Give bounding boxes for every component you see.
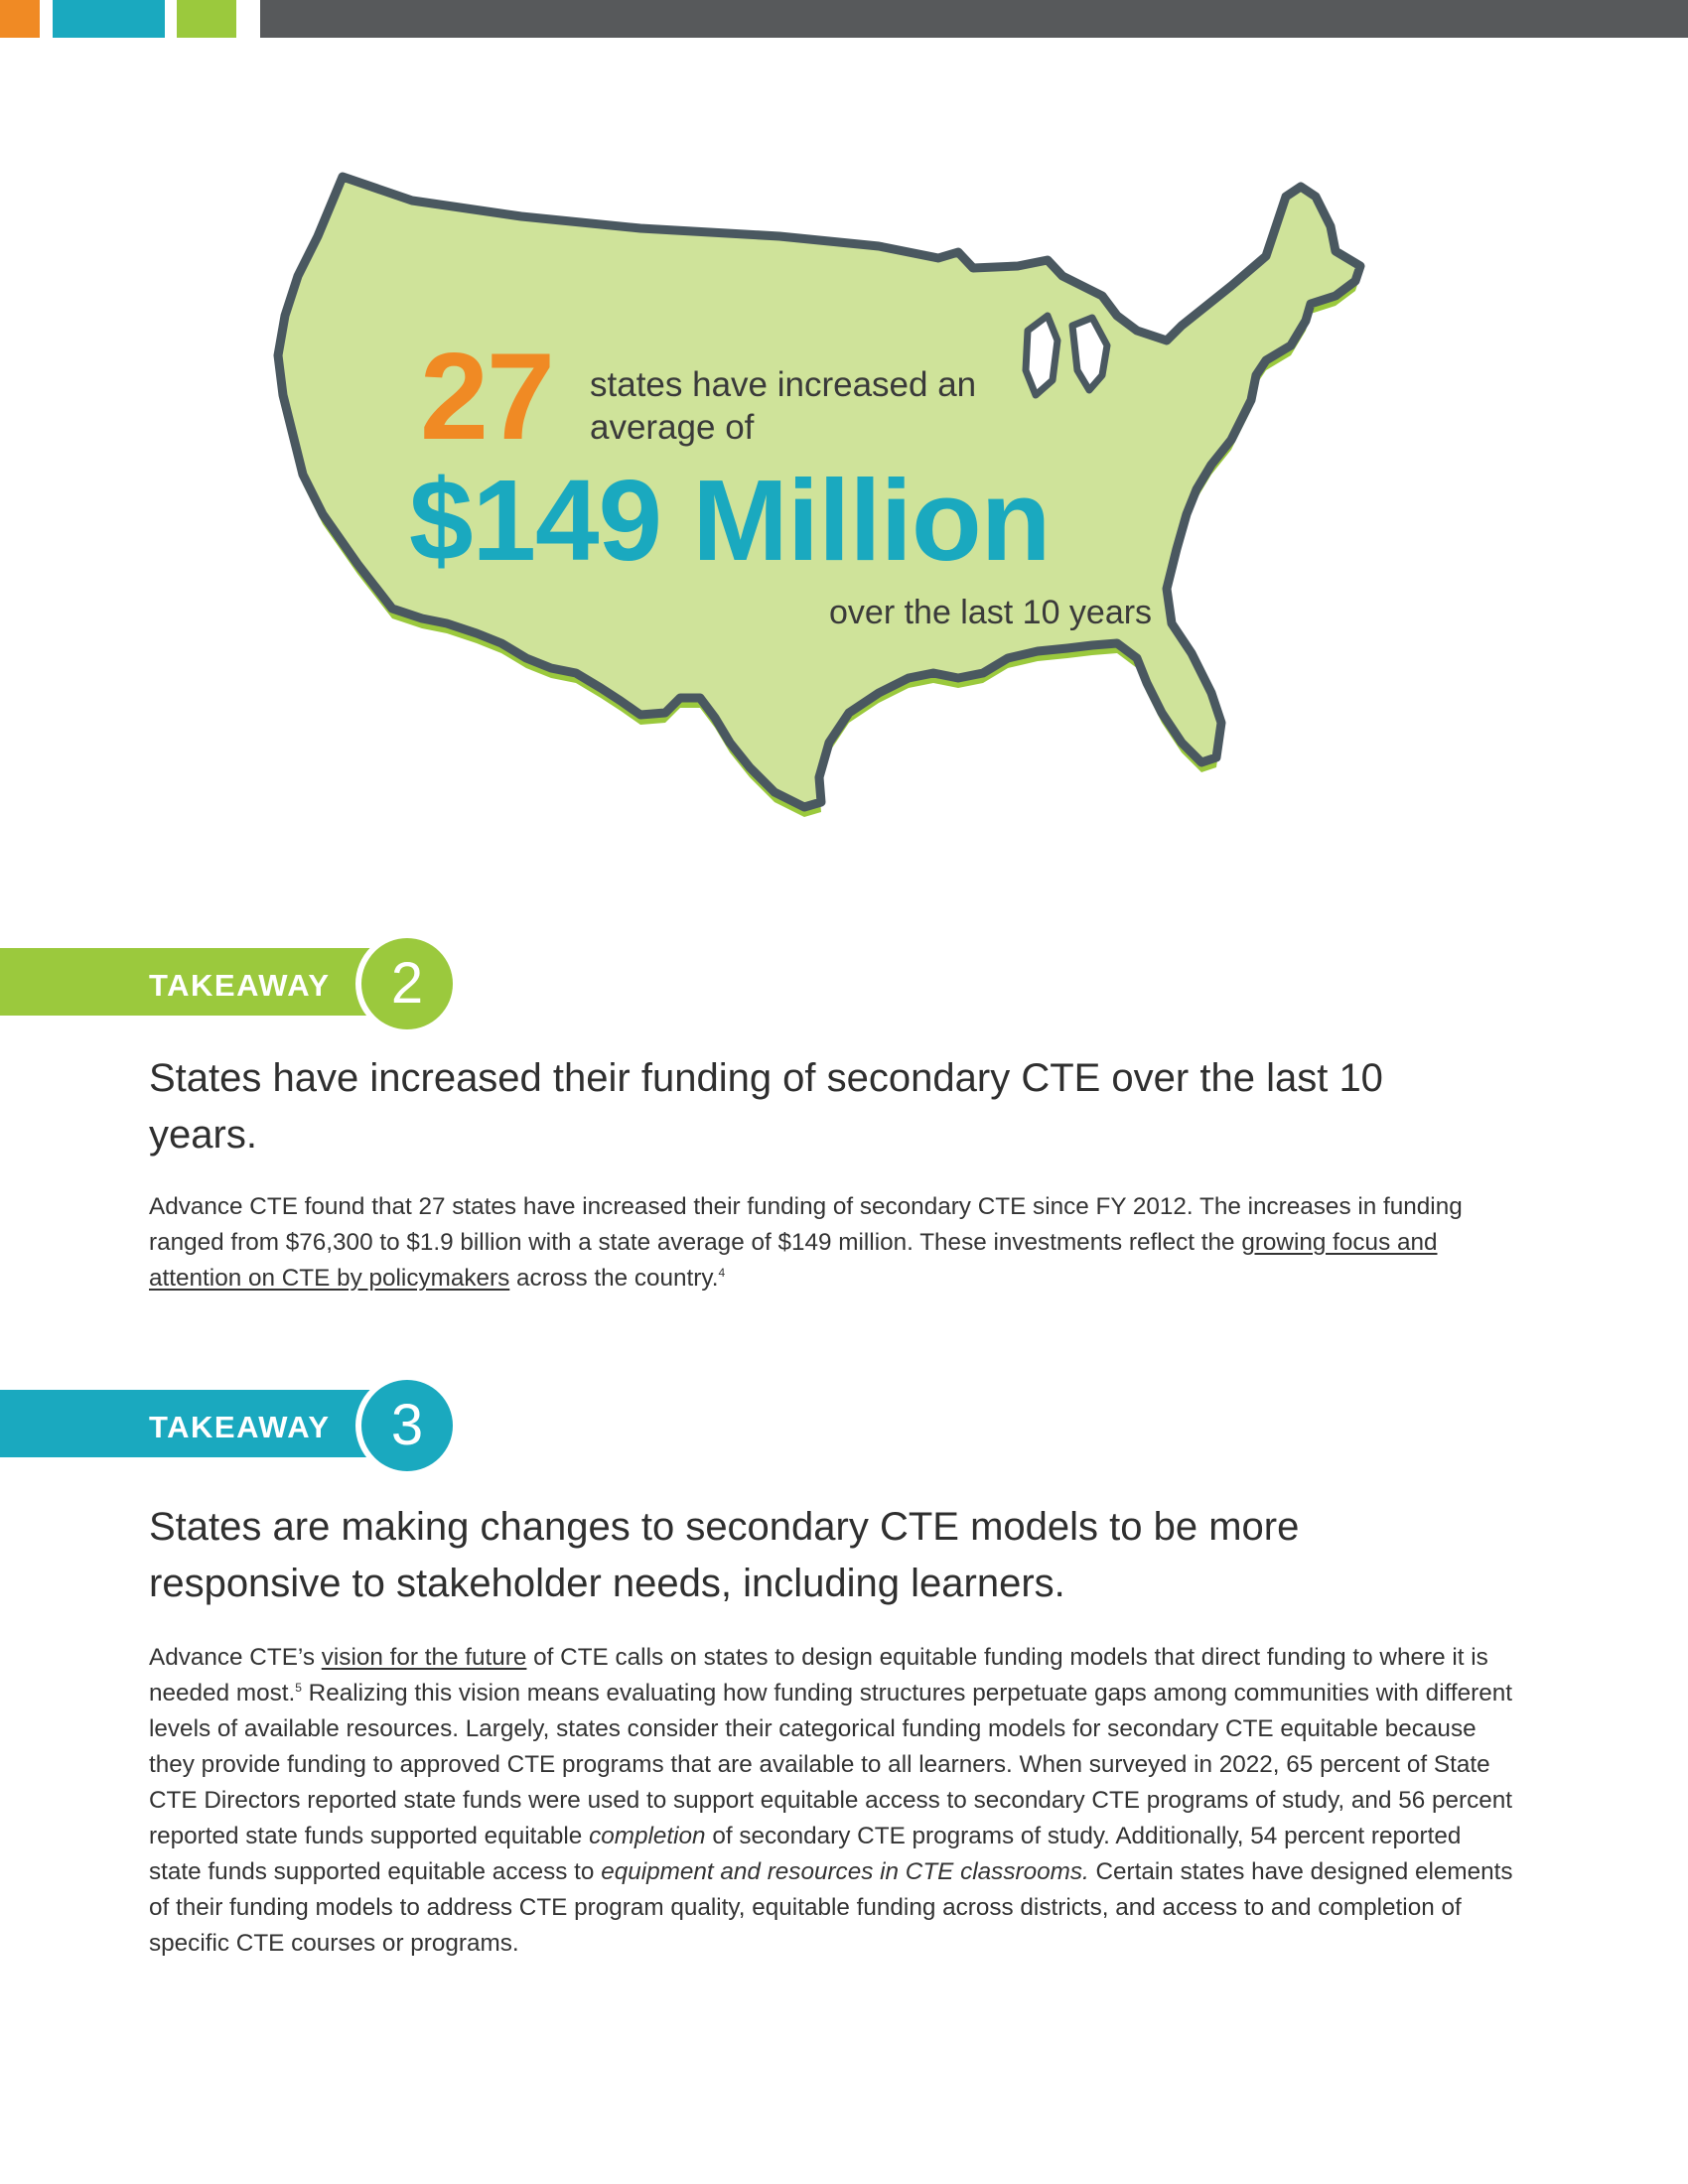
stat-tail-text: over the last 10 years <box>829 594 1153 631</box>
takeaway-2-heading: States have increased their funding of secondary CTE over the last 10 years. <box>149 1056 1383 1157</box>
body-text: Realizing this vision means evaluating how funding structures perpetuate gaps among communities with different levels of available resources. Largely, states consider their categorical funding models for secondary CTE equitable because they provide funding to approved CTE programs that are available to all learners. When surveyed in 2022, 65 percent of State CTE Directors reported state funds were used to support equitable access to secondary CTE programs of study, and 56 percent reported state funds supported equitable <box>149 1680 1513 1849</box>
header-bar <box>260 0 1688 38</box>
body-text: Advance CTE found that 27 states have increased their funding of secondary CTE since FY 2012. The increases in funding ranged from $76,300 to $1.9 billion with a state average of $149 million. These investments reflect the <box>149 1193 1463 1256</box>
vision-link[interactable]: vision for the future <box>321 1644 527 1671</box>
emphasis-text: equipment and resources in CTE classrooms. <box>601 1858 1089 1885</box>
body-text: across the country. <box>509 1265 719 1292</box>
body-text: of CTE calls on states to design equitable funding models that direct funding to where it is needed most. <box>149 1644 1488 1706</box>
footnote-ref: 5 <box>295 1680 302 1695</box>
takeaway-number-badge: 2 <box>361 938 453 1029</box>
stat-lead-text: states have increased an average of <box>590 365 977 447</box>
body-text: Certain states have designed elements of their funding models to address CTE program quality, equitable funding across districts, and access to and completion of specific CTE courses or programs. <box>149 1858 1513 1957</box>
takeaway-label: TAKEAWAY <box>149 968 331 1003</box>
policymakers-link[interactable]: growing focus and attention on CTE by policymakers <box>149 1229 1438 1292</box>
takeaway-number-badge: 3 <box>361 1380 453 1471</box>
takeaway-label: TAKEAWAY <box>149 1410 331 1444</box>
emphasis-text: completion <box>589 1823 706 1849</box>
takeaway-2-body <box>149 1189 1519 1297</box>
stat-number: 27 <box>420 329 553 466</box>
accent-bar-green <box>177 0 236 38</box>
accent-bar-orange <box>0 0 40 38</box>
body-text: of secondary CTE programs of study. Additionally, 54 percent reported state funds supported equitable access to <box>149 1823 1462 1885</box>
accent-bar-teal <box>53 0 165 38</box>
takeaway-3-body <box>149 1640 1519 1962</box>
body-text: Advance CTE’s <box>149 1644 322 1671</box>
footnote-ref: 4 <box>718 1265 726 1280</box>
stat-amount: $149 Million <box>409 456 1051 585</box>
takeaway-3-heading: States are making changes to secondary CTE models to be more responsive to stakeholder needs, including learners. <box>149 1505 1300 1605</box>
